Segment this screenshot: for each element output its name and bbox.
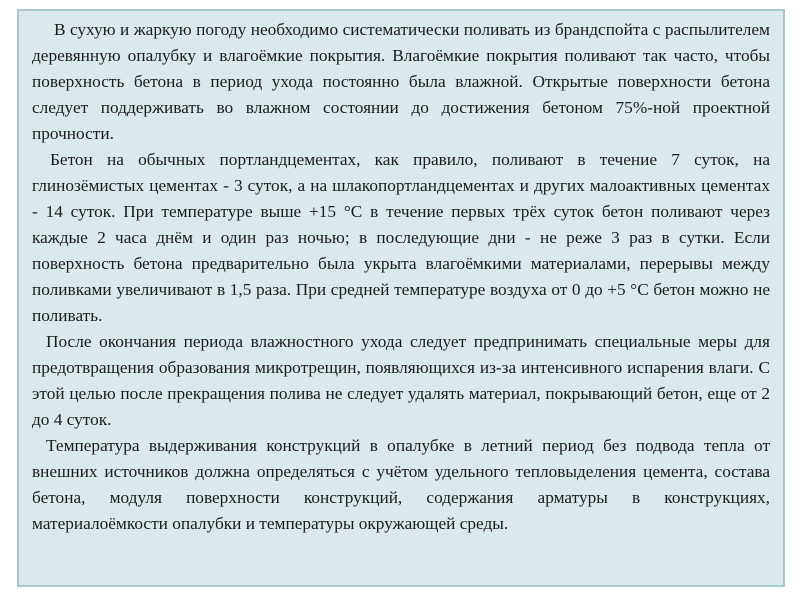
paragraph-watering-formwork: В сухую и жаркую погоду необходимо систематически поливать из брандспойта с распылителем деревянную опалубку и влагоёмкие покрытия. Влагоёмкие покрытия поливают так часто, чтобы поверхность бетона в период ухода постоянно была влажной. Открытые поверхности бетона следует поддерживать во влажном состоянии до достижения бетоном 75%-ной проектной прочности. (32, 20, 770, 143)
paragraph-microcracks-prevention: После окончания периода влажностного ухода следует предпринимать специальные меры для предотвращения образования микротрещин, появляющихся из-за интенсивного испарения влаги. С этой целью после прекращения полива не следует удалять материал, покрывающий бетон, еще от 2 до 4 суток. (32, 332, 770, 429)
paragraph-watering-duration: Бетон на обычных портландцементах, как правило, поливают в течение 7 суток, на глинозёмистых цементах - 3 суток, а на шлакопортландцементах и других малоактивных цементах - 14 суток. При температуре выше +15 °С в течение первых трёх суток бетон поливают через каждые 2 часа днём и один раз ночью; в последующие дни - не реже 3 раз в сутки. Если поверхность бетона предварительно была укрыта влагоёмкими материалами, перерывы между поливками увеличивают в 1,5 раза. При средней температуре воздуха от 0 до +5 °С бетон можно не поливать. (32, 150, 770, 325)
paragraph-curing-temperature: Температура выдерживания конструкций в опалубке в летний период без подвода тепла от внешних источников должна определяться с учётом удельного тепловыделения цемента, состава бетона, модуля поверхности конструкций, содержания арматуры в конструкциях, материалоёмкости опалубки и температуры окружающей среды. (32, 436, 770, 533)
text-frame (17, 9, 785, 587)
